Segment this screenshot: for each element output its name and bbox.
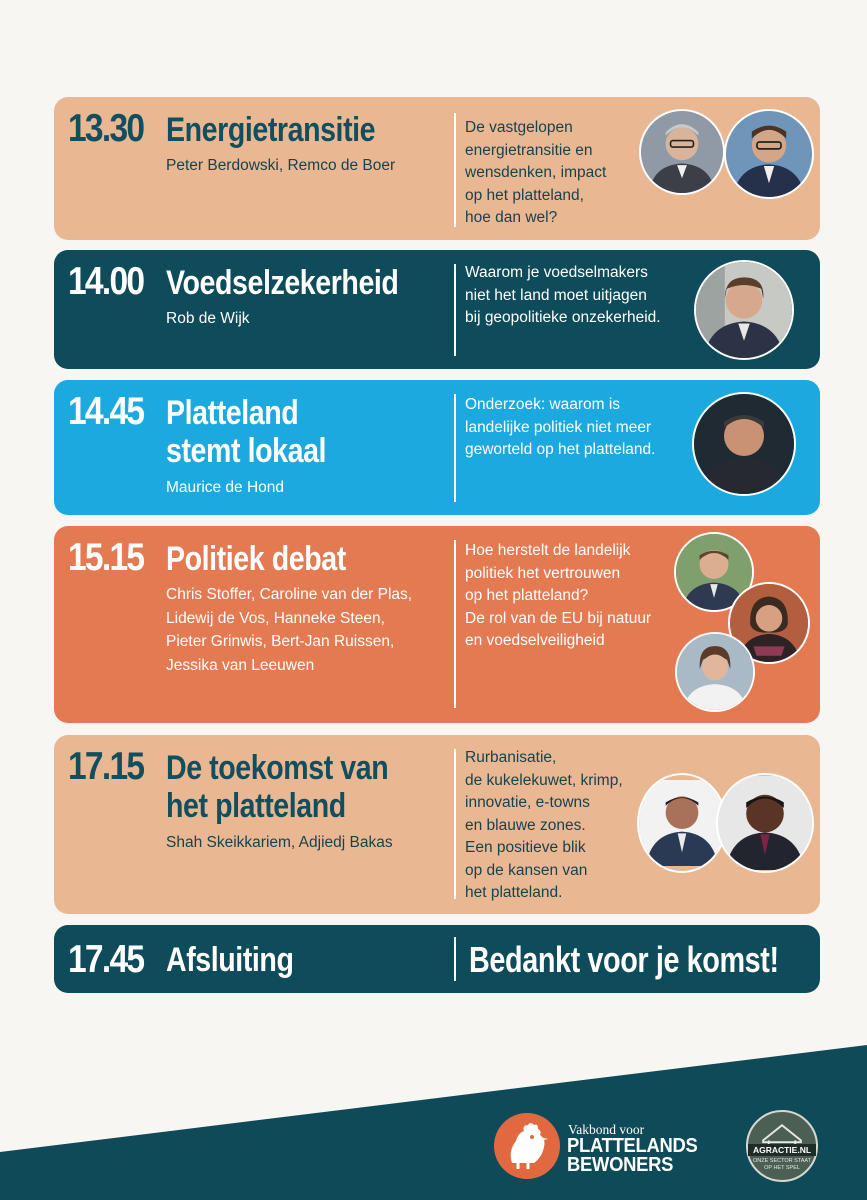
session-description: Rurbanisatie, de kukelekuwet, krimp, innovatie, e-towns en blauwe zones. Een positieve blik op de kansen van het platteland. xyxy=(465,749,623,901)
session-card-energietransitie xyxy=(54,97,820,240)
footer-band xyxy=(0,1000,867,1200)
speaker-photo-de-boer xyxy=(724,109,814,199)
session-time: 13.30 xyxy=(68,107,144,150)
partner-tagline-1: ONZE SECTOR STAAT xyxy=(752,1158,812,1164)
card-divider xyxy=(454,749,456,899)
rooster-icon xyxy=(494,1113,560,1179)
card-divider xyxy=(454,264,456,356)
session-card-voedselzekerheid xyxy=(54,250,820,369)
session-description: Hoe herstelt de landelijk politiek het vertrouwen op het platteland? De rol van de EU bij natuur en voedselveiligheid xyxy=(465,542,652,649)
session-title-line: Platteland xyxy=(166,394,299,432)
card-divider xyxy=(454,113,456,227)
card-divider xyxy=(454,540,456,708)
session-speakers: Peter Berdowski, Remco de Boer xyxy=(166,157,396,174)
session-title-line: het platteland xyxy=(166,787,346,825)
partner-tagline-2: OP HET SPEL xyxy=(764,1165,800,1171)
session-card-platteland-stemt-lokaal xyxy=(54,380,820,515)
closing-title: Afsluiting xyxy=(166,941,294,979)
partner-name: AGRACTIE.NL xyxy=(748,1144,816,1156)
speaker-photo-de-wijk xyxy=(694,260,794,360)
session-card-politiek-debat xyxy=(54,526,820,723)
session-title: Voedselzekerheid xyxy=(166,264,399,302)
session-title: Energietransitie xyxy=(166,111,376,149)
card-divider xyxy=(454,394,456,502)
speaker-photo-de-vos xyxy=(675,632,755,712)
session-time: 15.15 xyxy=(68,536,144,579)
session-title: Politiek debat xyxy=(166,540,346,578)
session-title xyxy=(166,749,388,825)
partner-badge xyxy=(746,1110,818,1182)
speaker-photo-bakas xyxy=(716,773,814,873)
org-name-line2: BEWONERS xyxy=(567,1154,674,1176)
speaker-photo-berdowski xyxy=(639,109,725,195)
speaker-photo-skeikkariem xyxy=(637,773,727,873)
session-title-line: De toekomst van xyxy=(166,749,389,787)
session-title xyxy=(166,394,326,470)
card-divider xyxy=(454,937,456,981)
session-speakers: Rob de Wijk xyxy=(166,310,250,327)
closing-time: 17.45 xyxy=(68,938,144,981)
session-card-toekomst-platteland xyxy=(54,735,820,914)
closing-message: Bedankt voor je komst! xyxy=(469,939,779,980)
session-time: 14.45 xyxy=(68,390,144,433)
org-subtitle: Vakbond voor xyxy=(568,1122,645,1137)
session-description: Waarom je voedselmakers niet het land moet uitjagen bij geopolitieke onzekerheid. xyxy=(465,264,661,326)
session-speakers: Shah Skeikkariem, Adjiedj Bakas xyxy=(166,834,393,851)
speaker-photo-de-hond xyxy=(692,392,796,496)
session-title-line: stemt lokaal xyxy=(166,432,327,470)
session-time: 14.00 xyxy=(68,260,144,303)
session-description: Onderzoek: waarom is landelijke politiek niet meer geworteld op het platteland. xyxy=(465,396,656,458)
closing-card xyxy=(54,925,820,993)
org-name-line1: PLATTELANDS xyxy=(567,1135,698,1157)
session-speakers: Chris Stoffer, Caroline van der Plas, Lidewij de Vos, Hanneke Steen, Pieter Grinwis, Bert-Jan Ruissen, Jessika van Leeuwen xyxy=(166,586,413,674)
session-speakers: Maurice de Hond xyxy=(166,479,285,496)
session-time: 17.15 xyxy=(68,745,144,788)
session-description: De vastgelopen energietransitie en wensdenken, impact op het platteland, hoe dan wel? xyxy=(465,119,607,226)
